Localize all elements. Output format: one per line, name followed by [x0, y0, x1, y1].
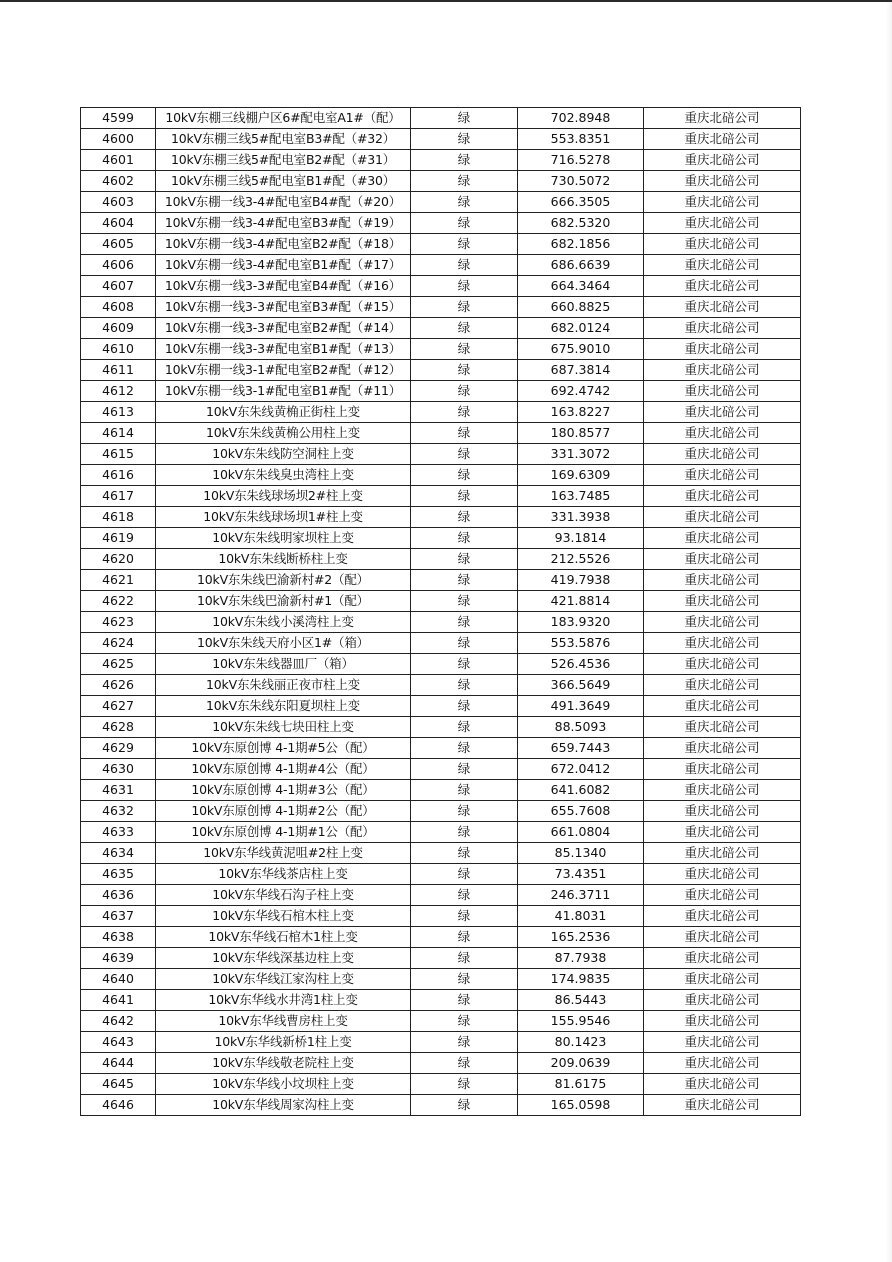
status-color-cell: 绿	[411, 213, 518, 234]
status-color-cell: 绿	[411, 150, 518, 171]
station-name-cell: 10kV东华线周家沟柱上变	[156, 1095, 411, 1116]
station-name-cell: 10kV东朱线球场坝2#柱上变	[156, 486, 411, 507]
transformer-data-table	[80, 107, 801, 1116]
table-row	[81, 150, 801, 171]
value-cell: 526.4536	[518, 654, 644, 675]
station-name-cell: 10kV东棚一线3-4#配电室B4#配（#20）	[156, 192, 411, 213]
value-cell: 686.6639	[518, 255, 644, 276]
status-color-cell: 绿	[411, 1011, 518, 1032]
status-color-cell: 绿	[411, 885, 518, 906]
value-cell: 675.9010	[518, 339, 644, 360]
status-color-cell: 绿	[411, 927, 518, 948]
company-cell: 重庆北碚公司	[644, 1053, 801, 1074]
company-cell: 重庆北碚公司	[644, 360, 801, 381]
company-cell: 重庆北碚公司	[644, 297, 801, 318]
status-color-cell: 绿	[411, 402, 518, 423]
value-cell: 180.8577	[518, 423, 644, 444]
table-row	[81, 318, 801, 339]
status-color-cell: 绿	[411, 906, 518, 927]
row-id-cell: 4631	[81, 780, 156, 801]
page-top-border	[0, 0, 892, 2]
table-row	[81, 570, 801, 591]
station-name-cell: 10kV东棚一线3-3#配电室B1#配（#13）	[156, 339, 411, 360]
row-id-cell: 4630	[81, 759, 156, 780]
station-name-cell: 10kV东原创博 4-1期#1公（配）	[156, 822, 411, 843]
table-row	[81, 1011, 801, 1032]
status-color-cell: 绿	[411, 423, 518, 444]
row-id-cell: 4605	[81, 234, 156, 255]
table-row	[81, 1095, 801, 1116]
value-cell: 659.7443	[518, 738, 644, 759]
station-name-cell: 10kV东朱线黄桷公用柱上变	[156, 423, 411, 444]
station-name-cell: 10kV东棚一线3-4#配电室B1#配（#17）	[156, 255, 411, 276]
row-id-cell: 4626	[81, 675, 156, 696]
table-row	[81, 801, 801, 822]
table-row	[81, 423, 801, 444]
company-cell: 重庆北碚公司	[644, 129, 801, 150]
company-cell: 重庆北碚公司	[644, 591, 801, 612]
company-cell: 重庆北碚公司	[644, 486, 801, 507]
row-id-cell: 4645	[81, 1074, 156, 1095]
value-cell: 93.1814	[518, 528, 644, 549]
company-cell: 重庆北碚公司	[644, 654, 801, 675]
row-id-cell: 4613	[81, 402, 156, 423]
row-id-cell: 4611	[81, 360, 156, 381]
row-id-cell: 4636	[81, 885, 156, 906]
company-cell: 重庆北碚公司	[644, 885, 801, 906]
status-color-cell: 绿	[411, 864, 518, 885]
company-cell: 重庆北碚公司	[644, 927, 801, 948]
value-cell: 672.0412	[518, 759, 644, 780]
row-id-cell: 4628	[81, 717, 156, 738]
table-row	[81, 297, 801, 318]
value-cell: 553.5876	[518, 633, 644, 654]
company-cell: 重庆北碚公司	[644, 822, 801, 843]
table-row	[81, 717, 801, 738]
value-cell: 702.8948	[518, 108, 644, 129]
row-id-cell: 4603	[81, 192, 156, 213]
table-row	[81, 780, 801, 801]
company-cell: 重庆北碚公司	[644, 213, 801, 234]
table-row	[81, 465, 801, 486]
value-cell: 174.9835	[518, 969, 644, 990]
status-color-cell: 绿	[411, 822, 518, 843]
value-cell: 73.4351	[518, 864, 644, 885]
table-row	[81, 486, 801, 507]
status-color-cell: 绿	[411, 801, 518, 822]
value-cell: 553.8351	[518, 129, 644, 150]
station-name-cell: 10kV东棚三线5#配电室B3#配（#32）	[156, 129, 411, 150]
value-cell: 664.3464	[518, 276, 644, 297]
station-name-cell: 10kV东华线茶店柱上变	[156, 864, 411, 885]
company-cell: 重庆北碚公司	[644, 696, 801, 717]
table-row	[81, 171, 801, 192]
value-cell: 682.1856	[518, 234, 644, 255]
table-row	[81, 402, 801, 423]
row-id-cell: 4621	[81, 570, 156, 591]
status-color-cell: 绿	[411, 675, 518, 696]
company-cell: 重庆北碚公司	[644, 507, 801, 528]
value-cell: 661.0804	[518, 822, 644, 843]
company-cell: 重庆北碚公司	[644, 738, 801, 759]
company-cell: 重庆北碚公司	[644, 465, 801, 486]
status-color-cell: 绿	[411, 486, 518, 507]
value-cell: 86.5443	[518, 990, 644, 1011]
value-cell: 246.3711	[518, 885, 644, 906]
table-row	[81, 255, 801, 276]
station-name-cell: 10kV东棚一线3-3#配电室B3#配（#15）	[156, 297, 411, 318]
status-color-cell: 绿	[411, 276, 518, 297]
status-color-cell: 绿	[411, 108, 518, 129]
company-cell: 重庆北碚公司	[644, 969, 801, 990]
status-color-cell: 绿	[411, 948, 518, 969]
row-id-cell: 4600	[81, 129, 156, 150]
station-name-cell: 10kV东华线江家沟柱上变	[156, 969, 411, 990]
row-id-cell: 4608	[81, 297, 156, 318]
status-color-cell: 绿	[411, 570, 518, 591]
table-row	[81, 696, 801, 717]
table-row	[81, 108, 801, 129]
station-name-cell: 10kV东棚三线棚户区6#配电室A1#（配）	[156, 108, 411, 129]
table-row	[81, 927, 801, 948]
company-cell: 重庆北碚公司	[644, 1074, 801, 1095]
station-name-cell: 10kV东朱线小溪湾柱上变	[156, 612, 411, 633]
value-cell: 687.3814	[518, 360, 644, 381]
value-cell: 155.9546	[518, 1011, 644, 1032]
station-name-cell: 10kV东朱线东阳夏坝柱上变	[156, 696, 411, 717]
value-cell: 41.8031	[518, 906, 644, 927]
station-name-cell: 10kV东棚三线5#配电室B2#配（#31）	[156, 150, 411, 171]
station-name-cell: 10kV东华线曹房柱上变	[156, 1011, 411, 1032]
company-cell: 重庆北碚公司	[644, 717, 801, 738]
status-color-cell: 绿	[411, 759, 518, 780]
value-cell: 666.3505	[518, 192, 644, 213]
station-name-cell: 10kV东棚一线3-3#配电室B4#配（#16）	[156, 276, 411, 297]
status-color-cell: 绿	[411, 507, 518, 528]
station-name-cell: 10kV东华线深基边柱上变	[156, 948, 411, 969]
row-id-cell: 4634	[81, 843, 156, 864]
company-cell: 重庆北碚公司	[644, 612, 801, 633]
status-color-cell: 绿	[411, 780, 518, 801]
row-id-cell: 4638	[81, 927, 156, 948]
station-name-cell: 10kV东华线水井湾1柱上变	[156, 990, 411, 1011]
company-cell: 重庆北碚公司	[644, 339, 801, 360]
row-id-cell: 4616	[81, 465, 156, 486]
table-row	[81, 822, 801, 843]
row-id-cell: 4615	[81, 444, 156, 465]
table-row	[81, 528, 801, 549]
value-cell: 682.5320	[518, 213, 644, 234]
value-cell: 682.0124	[518, 318, 644, 339]
row-id-cell: 4637	[81, 906, 156, 927]
value-cell: 366.5649	[518, 675, 644, 696]
table-row	[81, 843, 801, 864]
company-cell: 重庆北碚公司	[644, 192, 801, 213]
row-id-cell: 4624	[81, 633, 156, 654]
table-row	[81, 990, 801, 1011]
company-cell: 重庆北碚公司	[644, 759, 801, 780]
value-cell: 163.8227	[518, 402, 644, 423]
table-row	[81, 234, 801, 255]
table-row	[81, 444, 801, 465]
row-id-cell: 4607	[81, 276, 156, 297]
row-id-cell: 4625	[81, 654, 156, 675]
status-color-cell: 绿	[411, 360, 518, 381]
status-color-cell: 绿	[411, 1095, 518, 1116]
company-cell: 重庆北碚公司	[644, 633, 801, 654]
company-cell: 重庆北碚公司	[644, 843, 801, 864]
station-name-cell: 10kV东原创博 4-1期#3公（配）	[156, 780, 411, 801]
value-cell: 163.7485	[518, 486, 644, 507]
status-color-cell: 绿	[411, 717, 518, 738]
company-cell: 重庆北碚公司	[644, 1032, 801, 1053]
station-name-cell: 10kV东朱线器皿厂（箱）	[156, 654, 411, 675]
status-color-cell: 绿	[411, 591, 518, 612]
status-color-cell: 绿	[411, 234, 518, 255]
company-cell: 重庆北碚公司	[644, 255, 801, 276]
table-row	[81, 213, 801, 234]
company-cell: 重庆北碚公司	[644, 444, 801, 465]
company-cell: 重庆北碚公司	[644, 234, 801, 255]
row-id-cell: 4602	[81, 171, 156, 192]
table-row	[81, 1074, 801, 1095]
table-row	[81, 885, 801, 906]
value-cell: 692.4742	[518, 381, 644, 402]
row-id-cell: 4635	[81, 864, 156, 885]
station-name-cell: 10kV东朱线球场坝1#柱上变	[156, 507, 411, 528]
company-cell: 重庆北碚公司	[644, 675, 801, 696]
status-color-cell: 绿	[411, 255, 518, 276]
company-cell: 重庆北碚公司	[644, 906, 801, 927]
row-id-cell: 4609	[81, 318, 156, 339]
status-color-cell: 绿	[411, 129, 518, 150]
table-row	[81, 864, 801, 885]
value-cell: 331.3938	[518, 507, 644, 528]
company-cell: 重庆北碚公司	[644, 381, 801, 402]
row-id-cell: 4640	[81, 969, 156, 990]
row-id-cell: 4643	[81, 1032, 156, 1053]
table-row	[81, 1053, 801, 1074]
status-color-cell: 绿	[411, 612, 518, 633]
table-row	[81, 633, 801, 654]
value-cell: 641.6082	[518, 780, 644, 801]
value-cell: 716.5278	[518, 150, 644, 171]
row-id-cell: 4644	[81, 1053, 156, 1074]
row-id-cell: 4618	[81, 507, 156, 528]
station-name-cell: 10kV东朱线天府小区1#（箱）	[156, 633, 411, 654]
status-color-cell: 绿	[411, 297, 518, 318]
company-cell: 重庆北碚公司	[644, 801, 801, 822]
status-color-cell: 绿	[411, 990, 518, 1011]
status-color-cell: 绿	[411, 1053, 518, 1074]
station-name-cell: 10kV东棚一线3-4#配电室B3#配（#19）	[156, 213, 411, 234]
table-row	[81, 969, 801, 990]
value-cell: 655.7608	[518, 801, 644, 822]
station-name-cell: 10kV东原创博 4-1期#5公（配）	[156, 738, 411, 759]
row-id-cell: 4614	[81, 423, 156, 444]
company-cell: 重庆北碚公司	[644, 423, 801, 444]
value-cell: 183.9320	[518, 612, 644, 633]
table-row	[81, 339, 801, 360]
row-id-cell: 4632	[81, 801, 156, 822]
station-name-cell: 10kV东棚一线3-1#配电室B2#配（#12）	[156, 360, 411, 381]
row-id-cell: 4622	[81, 591, 156, 612]
value-cell: 212.5526	[518, 549, 644, 570]
table-row	[81, 192, 801, 213]
status-color-cell: 绿	[411, 549, 518, 570]
row-id-cell: 4639	[81, 948, 156, 969]
row-id-cell: 4612	[81, 381, 156, 402]
company-cell: 重庆北碚公司	[644, 318, 801, 339]
table-row	[81, 1032, 801, 1053]
company-cell: 重庆北碚公司	[644, 1011, 801, 1032]
value-cell: 80.1423	[518, 1032, 644, 1053]
station-name-cell: 10kV东华线黄泥咀#2柱上变	[156, 843, 411, 864]
company-cell: 重庆北碚公司	[644, 864, 801, 885]
company-cell: 重庆北碚公司	[644, 570, 801, 591]
station-name-cell: 10kV东朱线黄桷正街柱上变	[156, 402, 411, 423]
status-color-cell: 绿	[411, 843, 518, 864]
station-name-cell: 10kV东原创博 4-1期#4公（配）	[156, 759, 411, 780]
row-id-cell: 4633	[81, 822, 156, 843]
table-row	[81, 129, 801, 150]
station-name-cell: 10kV东华线石棺木柱上变	[156, 906, 411, 927]
company-cell: 重庆北碚公司	[644, 780, 801, 801]
row-id-cell: 4623	[81, 612, 156, 633]
status-color-cell: 绿	[411, 528, 518, 549]
station-name-cell: 10kV东华线新桥1柱上变	[156, 1032, 411, 1053]
row-id-cell: 4620	[81, 549, 156, 570]
row-id-cell: 4641	[81, 990, 156, 1011]
station-name-cell: 10kV东原创博 4-1期#2公（配）	[156, 801, 411, 822]
station-name-cell: 10kV东朱线臭虫湾柱上变	[156, 465, 411, 486]
station-name-cell: 10kV东华线小坟坝柱上变	[156, 1074, 411, 1095]
value-cell: 209.0639	[518, 1053, 644, 1074]
status-color-cell: 绿	[411, 171, 518, 192]
company-cell: 重庆北碚公司	[644, 276, 801, 297]
table-row	[81, 906, 801, 927]
value-cell: 730.5072	[518, 171, 644, 192]
status-color-cell: 绿	[411, 696, 518, 717]
station-name-cell: 10kV东华线石棺木1柱上变	[156, 927, 411, 948]
row-id-cell: 4642	[81, 1011, 156, 1032]
company-cell: 重庆北碚公司	[644, 549, 801, 570]
value-cell: 81.6175	[518, 1074, 644, 1095]
value-cell: 169.6309	[518, 465, 644, 486]
value-cell: 491.3649	[518, 696, 644, 717]
status-color-cell: 绿	[411, 318, 518, 339]
row-id-cell: 4617	[81, 486, 156, 507]
status-color-cell: 绿	[411, 381, 518, 402]
status-color-cell: 绿	[411, 465, 518, 486]
station-name-cell: 10kV东华线敬老院柱上变	[156, 1053, 411, 1074]
company-cell: 重庆北碚公司	[644, 108, 801, 129]
company-cell: 重庆北碚公司	[644, 1095, 801, 1116]
row-id-cell: 4610	[81, 339, 156, 360]
station-name-cell: 10kV东朱线七块田柱上变	[156, 717, 411, 738]
table-row	[81, 276, 801, 297]
status-color-cell: 绿	[411, 969, 518, 990]
status-color-cell: 绿	[411, 1032, 518, 1053]
row-id-cell: 4646	[81, 1095, 156, 1116]
station-name-cell: 10kV东华线石沟子柱上变	[156, 885, 411, 906]
station-name-cell: 10kV东朱线巴渝新村#1（配）	[156, 591, 411, 612]
table-row	[81, 381, 801, 402]
value-cell: 421.8814	[518, 591, 644, 612]
table-row	[81, 591, 801, 612]
station-name-cell: 10kV东朱线丽正夜市柱上变	[156, 675, 411, 696]
status-color-cell: 绿	[411, 444, 518, 465]
row-id-cell: 4601	[81, 150, 156, 171]
station-name-cell: 10kV东朱线防空洞柱上变	[156, 444, 411, 465]
value-cell: 331.3072	[518, 444, 644, 465]
row-id-cell: 4629	[81, 738, 156, 759]
table-row	[81, 507, 801, 528]
value-cell: 419.7938	[518, 570, 644, 591]
value-cell: 165.2536	[518, 927, 644, 948]
status-color-cell: 绿	[411, 738, 518, 759]
status-color-cell: 绿	[411, 633, 518, 654]
station-name-cell: 10kV东朱线断桥柱上变	[156, 549, 411, 570]
table-row	[81, 612, 801, 633]
station-name-cell: 10kV东棚三线5#配电室B1#配（#30）	[156, 171, 411, 192]
table-row	[81, 654, 801, 675]
value-cell: 165.0598	[518, 1095, 644, 1116]
station-name-cell: 10kV东棚一线3-3#配电室B2#配（#14）	[156, 318, 411, 339]
table-row	[81, 738, 801, 759]
table-body	[81, 108, 801, 1116]
company-cell: 重庆北碚公司	[644, 171, 801, 192]
row-id-cell: 4599	[81, 108, 156, 129]
row-id-cell: 4604	[81, 213, 156, 234]
status-color-cell: 绿	[411, 654, 518, 675]
table-row	[81, 948, 801, 969]
status-color-cell: 绿	[411, 192, 518, 213]
table-row	[81, 675, 801, 696]
company-cell: 重庆北碚公司	[644, 990, 801, 1011]
station-name-cell: 10kV东棚一线3-4#配电室B2#配（#18）	[156, 234, 411, 255]
status-color-cell: 绿	[411, 339, 518, 360]
station-name-cell: 10kV东朱线巴渝新村#2（配）	[156, 570, 411, 591]
station-name-cell: 10kV东朱线明家坝柱上变	[156, 528, 411, 549]
company-cell: 重庆北碚公司	[644, 402, 801, 423]
value-cell: 660.8825	[518, 297, 644, 318]
company-cell: 重庆北碚公司	[644, 948, 801, 969]
row-id-cell: 4606	[81, 255, 156, 276]
value-cell: 87.7938	[518, 948, 644, 969]
status-color-cell: 绿	[411, 1074, 518, 1095]
row-id-cell: 4627	[81, 696, 156, 717]
company-cell: 重庆北碚公司	[644, 150, 801, 171]
value-cell: 88.5093	[518, 717, 644, 738]
table-row	[81, 360, 801, 381]
row-id-cell: 4619	[81, 528, 156, 549]
page-right-edge	[886, 2, 892, 1262]
table-row	[81, 549, 801, 570]
station-name-cell: 10kV东棚一线3-1#配电室B1#配（#11）	[156, 381, 411, 402]
company-cell: 重庆北碚公司	[644, 528, 801, 549]
table-row	[81, 759, 801, 780]
value-cell: 85.1340	[518, 843, 644, 864]
